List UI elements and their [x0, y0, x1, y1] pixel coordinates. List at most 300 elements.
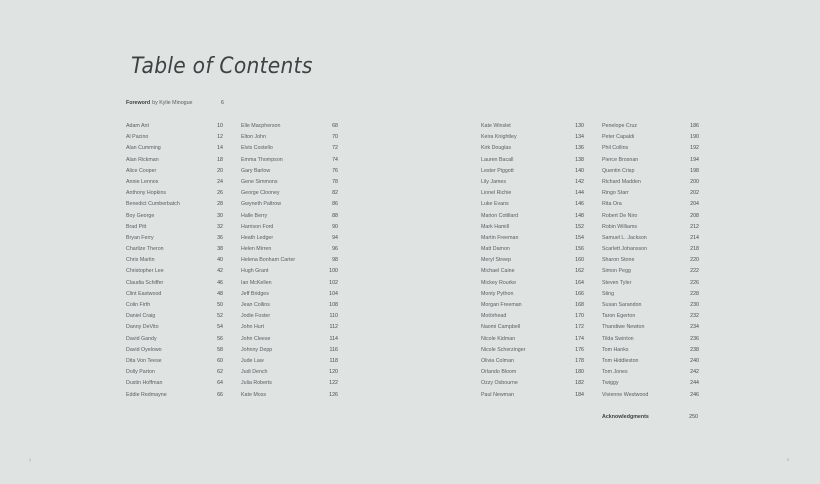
- toc-entry-page-number: 192: [690, 145, 699, 152]
- toc-entry-name: John Hurt: [241, 324, 264, 331]
- toc-entry-page-number: 246: [690, 391, 699, 398]
- toc-entry-page-number: 86: [332, 201, 338, 208]
- toc-entry-name: Gwyneth Paltrow: [241, 201, 282, 208]
- toc-entry-page-number: 24: [217, 178, 223, 185]
- toc-entry-name: Jodie Foster: [241, 313, 271, 320]
- toc-entry-page-number: 40: [217, 257, 223, 264]
- toc-entry-page-number: 138: [575, 156, 584, 163]
- toc-entry-name: Naomi Campbell: [481, 324, 521, 331]
- toc-entry[interactable]: [241, 324, 338, 335]
- toc-entry[interactable]: [602, 213, 699, 224]
- toc-entry-name: Taron Egerton: [602, 313, 636, 320]
- foreword-author: by Kylie Minogue: [152, 100, 193, 106]
- toc-entry[interactable]: [126, 224, 223, 235]
- toc-entry[interactable]: [602, 324, 699, 335]
- toc-entry[interactable]: [126, 257, 223, 268]
- toc-entry[interactable]: [126, 291, 223, 302]
- toc-entry[interactable]: [241, 257, 338, 268]
- toc-entry-name: Bryan Ferry: [126, 234, 154, 241]
- toc-entry-page-number: 118: [329, 357, 338, 364]
- toc-entry[interactable]: [126, 246, 223, 257]
- toc-entry-name: Susan Sarandon: [602, 302, 642, 308]
- toc-entry-name: Chris Martin: [126, 257, 155, 264]
- toc-entry[interactable]: [602, 190, 699, 201]
- toc-entry[interactable]: [602, 123, 699, 134]
- toc-entry[interactable]: [481, 291, 584, 302]
- toc-entry-name: Helena Bonham Carter: [241, 257, 296, 264]
- toc-entry-page-number: 48: [217, 290, 223, 297]
- toc-entry[interactable]: [481, 179, 584, 190]
- toc-entry[interactable]: [241, 280, 338, 291]
- toc-entry-name: Kate Winslet: [481, 123, 511, 129]
- toc-entry-page-number: 226: [690, 279, 699, 286]
- toc-entry-name: Anthony Hopkins: [126, 190, 167, 197]
- toc-entry-name: Dita Von Teese: [126, 357, 162, 364]
- toc-entry-name: Jude Law: [241, 357, 264, 364]
- toc-entry[interactable]: [241, 134, 338, 145]
- toc-entry[interactable]: [126, 190, 223, 201]
- toc-entry-page-number: 78: [332, 178, 338, 185]
- toc-entry[interactable]: [481, 246, 584, 257]
- toc-entry[interactable]: [602, 347, 699, 358]
- toc-entry-name: Paul Newman: [481, 391, 514, 398]
- page-title: Table of Contents: [131, 54, 313, 79]
- toc-entry-name: Sharon Stone: [602, 257, 635, 264]
- toc-entry-page-number: 88: [332, 212, 338, 219]
- toc-entry-page-number: 244: [690, 380, 699, 387]
- toc-entry[interactable]: [126, 168, 223, 179]
- toc-entry-page-number: 58: [217, 346, 223, 353]
- toc-entry[interactable]: [602, 369, 699, 380]
- toc-entry-page-number: 212: [690, 223, 699, 230]
- toc-entry[interactable]: [126, 268, 223, 279]
- toc-entry-name: Alan Rickman: [126, 156, 159, 163]
- toc-entry[interactable]: [481, 224, 584, 235]
- toc-entry-page-number: 228: [690, 290, 699, 297]
- toc-entry-page-number: 60: [217, 357, 223, 364]
- toc-entry-name: Lauren Bacall: [481, 156, 514, 163]
- toc-entry-name: Matt Damon: [481, 246, 510, 253]
- toc-entry[interactable]: [126, 358, 223, 369]
- toc-entry[interactable]: [241, 313, 338, 324]
- toc-entry-page-number: 166: [575, 290, 584, 297]
- toc-entry-page-number: 100: [329, 268, 338, 275]
- toc-entry-page-number: 76: [332, 167, 338, 174]
- toc-entry[interactable]: [602, 134, 699, 145]
- toc-entry-page-number: 164: [575, 279, 584, 286]
- toc-column-4: [602, 123, 699, 403]
- toc-entry-page-number: 18: [217, 156, 223, 163]
- toc-entry-name: Julia Roberts: [241, 380, 272, 387]
- toc-entry[interactable]: [126, 280, 223, 291]
- toc-entry-page-number: 230: [690, 302, 699, 308]
- toc-entry-page-number: 184: [575, 391, 584, 398]
- toc-entry-page-number: 160: [575, 257, 584, 264]
- toc-entry-page-number: 162: [575, 268, 584, 275]
- toc-entry-page-number: 134: [575, 134, 584, 141]
- toc-entry-page-number: 204: [690, 201, 699, 208]
- toc-entry[interactable]: [241, 235, 338, 246]
- toc-entry-name: Pierce Brosnan: [602, 156, 639, 163]
- toc-entry-name: Meryl Streep: [481, 257, 512, 264]
- toc-entry-page-number: 98: [332, 257, 338, 264]
- toc-entry-name: Gene Simmons: [241, 178, 278, 185]
- toc-entry[interactable]: [481, 392, 584, 403]
- toc-entry-page-number: 180: [575, 369, 584, 376]
- toc-entry[interactable]: [126, 380, 223, 391]
- toc-entry-name: Boy George: [126, 212, 155, 219]
- toc-entry-name: Twiggy: [602, 380, 619, 387]
- toc-entry-page-number: 208: [690, 212, 699, 219]
- toc-entry-name: Quentin Crisp: [602, 167, 635, 174]
- toc-entry[interactable]: [481, 168, 584, 179]
- toc-entry-page-number: 52: [217, 313, 223, 320]
- toc-entry-name: Al Pacino: [126, 134, 149, 141]
- toc-entry-page-number: 202: [690, 190, 699, 197]
- toc-entry-name: Thandiwe Newton: [602, 324, 645, 331]
- toc-column-3: [481, 123, 584, 403]
- toc-entry-page-number: 170: [575, 313, 584, 320]
- toc-entry[interactable]: [241, 190, 338, 201]
- toc-entry-name: Tilda Swinton: [602, 335, 634, 342]
- toc-entry-name: Benedict Cumberbatch: [126, 201, 180, 208]
- toc-entry[interactable]: [126, 235, 223, 246]
- toc-column-1: [126, 123, 223, 403]
- toc-entry-page-number: 114: [329, 335, 338, 342]
- toc-entry-name: Tom Jones: [602, 369, 628, 376]
- toc-entry[interactable]: [241, 291, 338, 302]
- toc-entry-page-number: 198: [690, 167, 699, 174]
- toc-entry-page-number: 242: [690, 369, 699, 376]
- toc-entry[interactable]: [602, 246, 699, 257]
- toc-entry-name: Peter Capaldi: [602, 134, 635, 141]
- toc-entry-page-number: 96: [332, 246, 338, 253]
- toc-entry[interactable]: [241, 347, 338, 358]
- toc-entry[interactable]: [481, 134, 584, 145]
- toc-entry-name: Charlize Theron: [126, 246, 164, 253]
- toc-entry-page-number: 30: [217, 212, 223, 219]
- toc-entry-page-number: 70: [332, 134, 338, 141]
- toc-entry-name: Mickey Rourke: [481, 279, 517, 286]
- toc-entry-name: Eddie Redmayne: [126, 391, 167, 398]
- toc-entry[interactable]: [602, 392, 699, 403]
- toc-entry-name: Alan Cumming: [126, 145, 161, 152]
- toc-entry-name: Hugh Grant: [241, 268, 269, 275]
- toc-entry[interactable]: [602, 157, 699, 168]
- toc-entry[interactable]: [241, 358, 338, 369]
- toc-entry-name: Robert De Niro: [602, 212, 638, 219]
- toc-entry[interactable]: [241, 268, 338, 279]
- toc-entry-page-number: 64: [217, 380, 223, 387]
- toc-entry[interactable]: [241, 224, 338, 235]
- toc-entry-name: Morgan Freeman: [481, 302, 522, 308]
- toc-entry-page-number: 218: [690, 246, 699, 253]
- toc-entry[interactable]: [481, 190, 584, 201]
- toc-entry-page-number: 72: [332, 145, 338, 152]
- toc-entry[interactable]: [241, 168, 338, 179]
- toc-column-2: [241, 123, 338, 403]
- toc-entry-page-number: 110: [329, 313, 338, 320]
- toc-entry-name: Johnny Depp: [241, 346, 273, 353]
- toc-entry-page-number: 146: [575, 201, 584, 208]
- toc-entry-name: Samuel L. Jackson: [602, 234, 647, 241]
- toc-entry[interactable]: [241, 145, 338, 156]
- toc-entry-name: Daniel Craig: [126, 313, 156, 320]
- toc-entry-name: Ringo Starr: [602, 190, 629, 197]
- toc-entry[interactable]: [126, 347, 223, 358]
- foreword-page-number: 6: [221, 100, 224, 106]
- toc-entry-page-number: 232: [690, 313, 699, 320]
- toc-entry-page-number: 50: [217, 302, 223, 308]
- toc-entry-name: Robin Williams: [602, 223, 638, 230]
- toc-entry-page-number: 176: [575, 346, 584, 353]
- toc-entry[interactable]: [126, 157, 223, 168]
- toc-entry[interactable]: [481, 157, 584, 168]
- toc-entry[interactable]: [481, 369, 584, 380]
- toc-entry[interactable]: [241, 213, 338, 224]
- toc-entry[interactable]: [241, 201, 338, 212]
- toc-entry[interactable]: [241, 157, 338, 168]
- toc-entry-name: Michael Caine: [481, 268, 515, 275]
- toc-entry-page-number: 136: [575, 145, 584, 152]
- toc-entry-name: Ian McKellen: [241, 279, 272, 286]
- toc-entry-page-number: 74: [332, 156, 338, 163]
- toc-entry-name: Steven Tyler: [602, 279, 632, 286]
- toc-entry[interactable]: [126, 313, 223, 324]
- toc-entry[interactable]: [241, 369, 338, 380]
- toc-entry-name: Martin Freeman: [481, 234, 519, 241]
- toc-entry[interactable]: [481, 347, 584, 358]
- toc-entry-name: Motörhead: [481, 313, 507, 320]
- foreword-label: Foreword: [126, 100, 151, 106]
- toc-entry-name: Lester Piggott: [481, 167, 514, 174]
- toc-entry-name: Tom Hiddleston: [602, 357, 639, 364]
- toc-entry-name: Harrison Ford: [241, 223, 274, 230]
- toc-entry[interactable]: [241, 246, 338, 257]
- toc-entry-page-number: 144: [575, 190, 584, 197]
- right-folio: 5: [787, 458, 789, 462]
- toc-entry-name: Nicole Scherzinger: [481, 346, 526, 353]
- toc-entry-name: Keira Knightley: [481, 134, 517, 141]
- toc-entry-page-number: 14: [217, 145, 223, 152]
- toc-entry[interactable]: [481, 313, 584, 324]
- toc-entry[interactable]: [126, 134, 223, 145]
- toc-entry[interactable]: [602, 257, 699, 268]
- toc-entry[interactable]: [481, 201, 584, 212]
- toc-entry-name: Ozzy Osbourne: [481, 380, 518, 387]
- toc-entry-page-number: 94: [332, 234, 338, 241]
- toc-entry-page-number: 42: [217, 268, 223, 275]
- toc-entry-name: Christopher Lee: [126, 268, 164, 275]
- toc-entry-name: Phil Collins: [602, 145, 629, 152]
- toc-entry[interactable]: [241, 392, 338, 403]
- toc-entry-name: Elton John: [241, 134, 267, 141]
- toc-entry-name: Kate Moss: [241, 391, 267, 398]
- foreword-entry[interactable]: [126, 100, 224, 107]
- toc-entry-page-number: 240: [690, 357, 699, 364]
- toc-entry[interactable]: [602, 168, 699, 179]
- toc-entry-name: Colin Firth: [126, 302, 151, 308]
- toc-entry-page-number: 10: [217, 123, 223, 129]
- toc-entry-page-number: 222: [690, 268, 699, 275]
- toc-entry-page-number: 220: [690, 257, 699, 264]
- toc-entry[interactable]: [481, 257, 584, 268]
- toc-entry[interactable]: [481, 145, 584, 156]
- toc-entry-page-number: 148: [575, 212, 584, 219]
- toc-entry-name: Tom Hanks: [602, 346, 629, 353]
- toc-entry-page-number: 46: [217, 279, 223, 286]
- toc-entry-name: Olivia Colman: [481, 357, 514, 364]
- toc-entry[interactable]: [602, 201, 699, 212]
- toc-entry-page-number: 140: [575, 167, 584, 174]
- toc-entry-page-number: 54: [217, 324, 223, 331]
- toc-entry-page-number: 26: [217, 190, 223, 197]
- toc-entry[interactable]: [481, 358, 584, 369]
- toc-entry-name: David Oyelowo: [126, 346, 162, 353]
- toc-entry-name: Monty Python: [481, 290, 514, 297]
- toc-entry[interactable]: [481, 268, 584, 279]
- toc-entry-page-number: 182: [575, 380, 584, 387]
- toc-entry-page-number: 36: [217, 234, 223, 241]
- toc-entry[interactable]: [126, 179, 223, 190]
- toc-entry[interactable]: [126, 392, 223, 403]
- toc-entry-page-number: 28: [217, 201, 223, 208]
- toc-entry-name: Annie Lennox: [126, 178, 159, 185]
- left-folio: 4: [29, 458, 31, 462]
- toc-entry-page-number: 32: [217, 223, 223, 230]
- toc-entry-name: Judi Dench: [241, 369, 268, 376]
- toc-entry-page-number: 62: [217, 369, 223, 376]
- toc-entry[interactable]: [126, 369, 223, 380]
- toc-entry-page-number: 68: [332, 123, 338, 129]
- toc-entry[interactable]: [241, 179, 338, 190]
- toc-entry-name: Nicole Kidman: [481, 335, 516, 342]
- toc-entry-page-number: 82: [332, 190, 338, 197]
- toc-entry[interactable]: [481, 324, 584, 335]
- toc-entry[interactable]: [481, 302, 584, 313]
- toc-entry[interactable]: [602, 235, 699, 246]
- toc-entry[interactable]: [602, 380, 699, 391]
- toc-entry-page-number: 116: [329, 346, 338, 353]
- toc-entry-name: Mark Hamill: [481, 223, 509, 230]
- toc-entry-page-number: 172: [575, 324, 584, 331]
- toc-entry-name: Helen Mirren: [241, 246, 272, 253]
- toc-entry-page-number: 102: [329, 279, 338, 286]
- toc-entry-page-number: 12: [217, 134, 223, 141]
- toc-entry-name: Halle Berry: [241, 212, 268, 219]
- toc-entry[interactable]: [602, 358, 699, 369]
- toc-entry-name: Simon Pegg: [602, 268, 631, 275]
- toc-entry-name: Gary Barlow: [241, 167, 271, 174]
- toc-entry-name: Marion Cotillard: [481, 212, 519, 219]
- toc-entry-name: Sting: [602, 290, 615, 297]
- toc-entry[interactable]: [241, 302, 338, 313]
- toc-entry-page-number: 20: [217, 167, 223, 174]
- toc-entry[interactable]: [241, 123, 338, 134]
- toc-entry-name: Alice Cooper: [126, 167, 157, 174]
- toc-entry-page-number: 66: [217, 391, 223, 398]
- toc-entry[interactable]: [602, 145, 699, 156]
- toc-entry[interactable]: [241, 336, 338, 347]
- acknowledgments-entry[interactable]: [602, 414, 698, 421]
- toc-entry-name: George Clooney: [241, 190, 280, 197]
- toc-entry-name: Penelope Cruz: [602, 123, 638, 129]
- toc-entry-name: Orlando Bloom: [481, 369, 517, 376]
- toc-entry[interactable]: [602, 336, 699, 347]
- toc-entry-name: Heath Ledger: [241, 234, 274, 241]
- toc-entry-page-number: 126: [329, 391, 338, 398]
- toc-entry-page-number: 168: [575, 302, 584, 308]
- toc-entry-page-number: 38: [217, 246, 223, 253]
- toc-entry[interactable]: [602, 302, 699, 313]
- toc-entry-name: Elle Macpherson: [241, 123, 281, 129]
- toc-entry[interactable]: [481, 213, 584, 224]
- toc-entry[interactable]: [126, 302, 223, 313]
- toc-entry[interactable]: [241, 380, 338, 391]
- toc-entry-name: Dolly Parton: [126, 369, 155, 376]
- toc-entry-name: Scarlett Johansson: [602, 246, 648, 253]
- toc-entry-name: Luke Evans: [481, 201, 509, 208]
- toc-entry-page-number: 112: [329, 324, 338, 331]
- toc-entry-name: Emma Thompson: [241, 156, 283, 163]
- toc-entry-name: Brad Pitt: [126, 223, 147, 230]
- toc-entry-name: Danny DeVito: [126, 324, 159, 331]
- acknowledgments-label: Acknowledgments: [602, 414, 649, 420]
- toc-entry-name: Claudia Schiffer: [126, 279, 164, 286]
- toc-entry-page-number: 194: [690, 156, 699, 163]
- toc-entry[interactable]: [602, 179, 699, 190]
- toc-entry-page-number: 190: [690, 134, 699, 141]
- toc-entry-page-number: 120: [329, 369, 338, 376]
- toc-entry-name: David Gandy: [126, 335, 157, 342]
- toc-entry[interactable]: [602, 224, 699, 235]
- toc-entry[interactable]: [126, 336, 223, 347]
- toc-entry-page-number: 154: [575, 234, 584, 241]
- toc-entry[interactable]: [126, 123, 223, 134]
- toc-entry-page-number: 130: [575, 123, 584, 129]
- toc-entry[interactable]: [481, 336, 584, 347]
- toc-entry-name: Lily James: [481, 178, 507, 185]
- toc-entry[interactable]: [602, 268, 699, 279]
- acknowledgments-page-number: 250: [689, 414, 698, 420]
- toc-entry-page-number: 186: [690, 123, 699, 129]
- toc-entry[interactable]: [602, 313, 699, 324]
- toc-entry-page-number: 200: [690, 178, 699, 185]
- toc-entry-name: Clint Eastwood: [126, 290, 162, 297]
- toc-entry-page-number: 104: [329, 290, 338, 297]
- toc-entry-name: Rita Ora: [602, 201, 622, 208]
- toc-entry-page-number: 156: [575, 246, 584, 253]
- toc-entry-page-number: 152: [575, 223, 584, 230]
- toc-entry[interactable]: [481, 280, 584, 291]
- toc-entry-page-number: 174: [575, 335, 584, 342]
- toc-entry-name: Jeff Bridges: [241, 290, 269, 297]
- toc-entry[interactable]: [481, 123, 584, 134]
- toc-entry[interactable]: [126, 145, 223, 156]
- toc-entry-page-number: 214: [690, 234, 699, 241]
- toc-entry-page-number: 122: [329, 380, 338, 387]
- toc-entry-name: Vivienne Westwood: [602, 391, 649, 398]
- toc-entry[interactable]: [126, 213, 223, 224]
- toc-entry-page-number: 234: [690, 324, 699, 331]
- toc-entry-page-number: 142: [575, 178, 584, 185]
- toc-entry[interactable]: [126, 201, 223, 212]
- toc-entry[interactable]: [602, 280, 699, 291]
- toc-entry[interactable]: [126, 324, 223, 335]
- toc-entry[interactable]: [481, 380, 584, 391]
- toc-entry[interactable]: [602, 291, 699, 302]
- toc-entry[interactable]: [481, 235, 584, 246]
